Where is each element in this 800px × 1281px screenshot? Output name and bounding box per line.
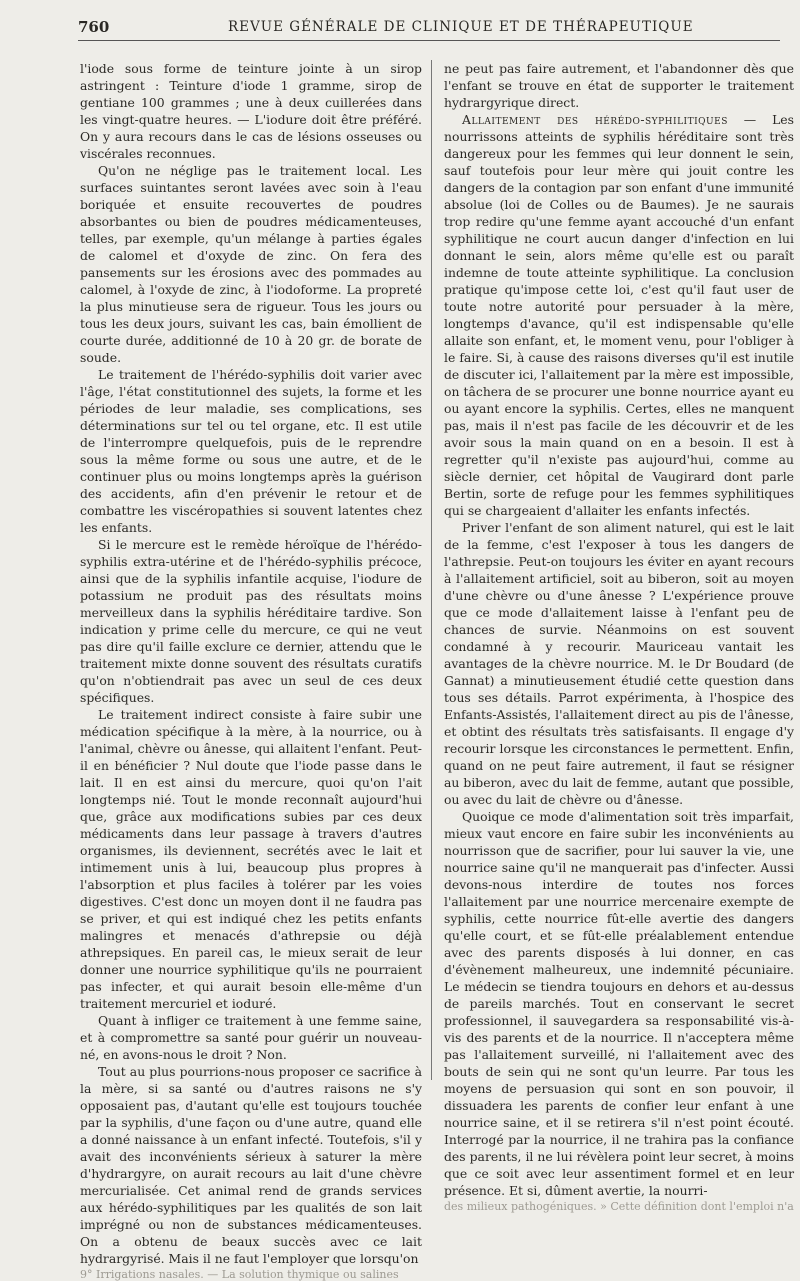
show-through-text: 9° Irrigations nasales. — La solution thymique ou salines — [80, 1268, 399, 1281]
paragraph: Priver l'enfant de son aliment naturel, qui est le lait de la femme, c'est l'exposer à tous les dangers de l'athrepsie. Peut-on toujours les éviter en ayant recours à l'allaitement artificiel, soit au biberon, soit au moyen d'une chèvre ou d'une ânesse ? L'expérience prouve que ce mode d'allaitement laisse à l'enfant peu de chances de survie. Néanmoins on est souvent condamné à y recourir. Mauriceau vantait les avantages de la chèvre nourrice. M. le Dr Boudard (de Gannat) a minutieusement étudié cette question dans tous ses détails. Parrot expérimenta, à l'hospice des Enfants-Assistés, l'allaitement direct au pis de l'ânesse, et obtint des résultats très satisfaisants. Il engage d'y recourir lorsque les circonstances le permettent. Enfin, quand on ne peut faire autrement, il faut se résigner au biberon, avec du lait de femme, autant que possible, ou avec du lait de chèvre ou d'ânesse. — [444, 520, 794, 807]
column-rule — [431, 60, 432, 1080]
paragraph: Le traitement indirect consiste à faire subir une médication spécifique à la mère, à la nourrice, ou à l'animal, chèvre ou ânesse, qui allaitent l'enfant. Peut-il en bénéficier ? Nul doute que l'iode passe dans le lait. Il en est ainsi du mercure, quoi qu'on l'ait longtemps nié. Tout le monde reconnaît aujourd'hui que, grâce aux modifications subies par ces deux médicaments dans leur passage à travers d'autres organismes, ils deviennent, secrétés avec le lait et intimement unis à lui, beaucoup plus propres à l'absorption et plus faciles à tolérer par les voies digestives. C'est donc un moyen dont il ne faudra pas se priver, et qui est indiqué chez les petits enfants malingres et menacés d'athrepsie ou déjà athrepsiques. En pareil cas, le mieux serait de leur donner une nourrice syphilitique qu'ils ne pourraient pas infecter, et qui aurait besoin elle-même d'un traitement mercuriel et ioduré. — [80, 707, 422, 1011]
left-column — [80, 60, 422, 1281]
page-number: 760 — [78, 18, 110, 36]
right-column — [444, 60, 794, 1213]
running-header — [78, 14, 780, 41]
section-text: — Les nourrissons atteints de syphilis héréditaire sont très dangereux pour les femmes qui leur donnent le sein, sauf toutefois pour leur mère qui jouit contre les dangers de la contagion par son enfant d'une immunité absolue (loi de Colles ou de Baumes). Je ne saurais trop redire qu'une femme ayant accouché d'un enfant syphilitique ne court aucun danger d'infection en lui donnant le sein, alors même qu'elle est ou paraît indemne de toute atteinte syphilitique. La conclusion pratique qu'impose cette loi, c'est qu'il faut user de toute notre autorité pour persuader à la mère, longtemps d'avance, qu'il est indispensable qu'elle allaite son enfant, et, le moment venu, pour l'obliger à le faire. Si, à cause des raisons diverses qu'il est inutile de discuter ici, l'allaitement par la mère est impossible, on tâchera de se procurer une bonne nourrice ayant eu ou ayant encore la syphilis. Certes, elles ne manquent pas, mais il n'est pas facile de les découvrir et de les avoir sous la main quand on en a besoin. Il est à regretter qu'il n'existe pas aujourd'hui, comme au siècle dernier, cet hôpital de Vaugirard dont parle Bertin, sorte de refuge pour les femmes syphilitiques qui se chargeaient d'allaiter les enfants infectés. — [444, 112, 794, 518]
paragraph: Si le mercure est le remède héroïque de l'hérédo-syphilis extra-utérine et de l'hérédo-syphilis précoce, ainsi que de la syphilis infantile acquise, l'iodure de potassium ne produit pas des résultats moins merveilleux dans la syphilis héréditaire tardive. Son indication y prime celle du mercure, ce qui ne veut pas dire qu'il faille exclure ce dernier, attendu que le traitement mixte donne souvent des résultats curatifs qu'on n'obtiendrait pas avec un seul de ces deux spécifiques. — [80, 537, 422, 705]
paragraph: Le traitement de l'hérédo-syphilis doit varier avec l'âge, l'état constitutionnel des sujets, la forme et les périodes de leur maladie, ses complications, ses déterminations sur tel ou tel organe, etc. Il est utile de l'interrompre quelquefois, puis de le reprendre sous la même forme ou sous une autre, et de le continuer plus ou moins longtemps après la guérison des accidents, afin d'en prévenir le retour et de combattre les viscéropathies si souvent latentes chez les enfants. — [80, 367, 422, 535]
section-paragraph — [444, 111, 794, 519]
paragraph: Quoique ce mode d'alimentation soit très imparfait, mieux vaut encore en faire subir les inconvénients au nourrisson que de sacrifier, pour lui sauver la vie, une nourrice saine qu'il ne manquerait pas d'infecter. Aussi devons-nous interdire de toutes nos forces l'allaitement par une nourrice mercenaire exempte de syphilis, cette nourrice fût-elle avertie des dangers qu'elle court, et se fût-elle préalablement entendue avec des parents disposés à lui donner, en cas d'évènement malheureux, une indemnité pécuniaire. Le médecin se tiendra toujours en dehors et au-dessus de pareils marchés. Tout en conservant le secret professionnel, il sauvegardera sa responsabilité vis-à-vis des parents et de la nourrice. Il n'acceptera même pas l'allaitement surveillé, ni l'allaitement avec des bouts de sein qui ne sont qu'un leurre. Par tous les moyens de persuasion qui sont en son pouvoir, il dissuadera les parents de confier leur enfant à une nourrice saine, et il se retirera s'il n'est point écouté. Interrogé par la nourrice, il ne trahira pas la confiance des parents, il ne lui révèlera point leur secret, à moins que ce soit avec leur assentiment formel et en leur présence. Et si, dûment avertie, la nourri- — [444, 809, 794, 1198]
section-heading: Allaitement des hérédo-syphilitiques — [462, 112, 728, 127]
paragraph: l'iode sous forme de teinture jointe à un sirop astringent : Teinture d'iode 1 gramme, sirop de gentiane 100 grammes ; une à deux cuillerées dans les vingt-quatre heures. — L'iodure doit être préféré. On y aura recours dans le cas de lésions osseuses ou viscérales reconnues. — [80, 61, 422, 161]
paragraph: Quant à infliger ce traitement à une femme saine, et à compromettre sa santé pour guérir un nouveau-né, en avons-nous le droit ? Non. — [80, 1013, 422, 1062]
paragraph: ne peut pas faire autrement, et l'abandonner dès que l'enfant se trouve en état de supporter le traitement hydrargyrique direct. — [444, 61, 794, 110]
running-title: REVUE GÉNÉRALE DE CLINIQUE ET DE THÉRAPEUTIQUE — [228, 19, 694, 35]
paragraph: Qu'on ne néglige pas le traitement local. Les surfaces suintantes seront lavées avec soin à l'eau boriquée et ensuite recouvertes de poudres absorbantes ou bien de poudres médicamenteuses, telles, par exemple, qu'un mélange à parties égales de calomel et d'oxyde de zinc. On fera des pansements sur les érosions avec des pommades au calomel, à l'oxyde de zinc, à l'iodoforme. La propreté la plus minutieuse sera de rigueur. Tous les jours ou tous les deux jours, suivant les cas, bain émollient de courte durée, additionné de 10 à 20 gr. de borate de soude. — [80, 163, 422, 365]
show-through-text: des milieux pathogéniques. » Cette définition dont l'emploi n'a — [444, 1200, 794, 1213]
paragraph: Tout au plus pourrions-nous proposer ce sacrifice à la mère, si sa santé ou d'autres raisons ne s'y opposaient pas, d'autant qu'elle est toujours touchée par la syphilis, d'une façon ou d'une autre, quand elle a donné naissance à un enfant infecté. Toutefois, s'il y avait des inconvénients sérieux à saturer la mère d'hydrargyre, on aurait recours au lait d'une chèvre mercurialisée. Cet animal rend de grands services aux hérédo-syphilitiques par les qualités de son lait imprégné ou non de substances médicamenteuses. On a obtenu de beaux succès avec ce lait hydrargyrisé. Mais il ne faut l'employer que lorsqu'on — [80, 1064, 422, 1266]
